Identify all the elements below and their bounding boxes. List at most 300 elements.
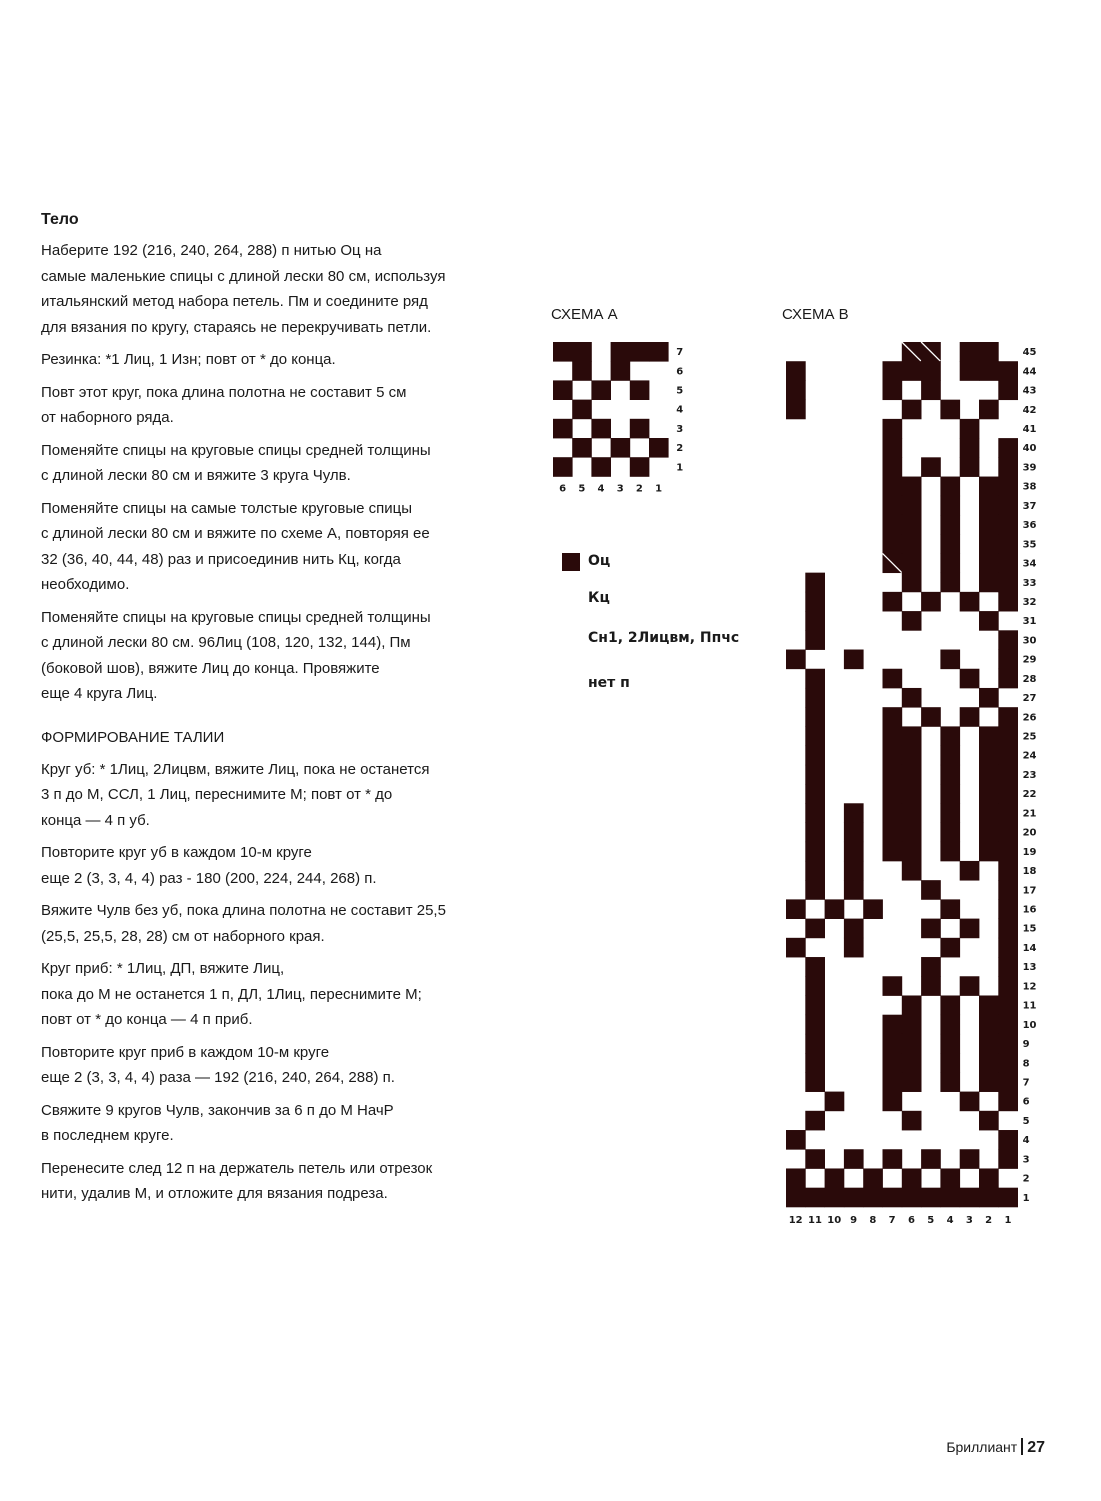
chart-b-cell-filled — [902, 765, 922, 785]
chart-b-cell-filled — [805, 1072, 825, 1092]
chart-b-cell-filled — [883, 1015, 903, 1035]
chart-b-row-label: 22 — [1022, 789, 1037, 801]
chart-b-row-label: 2 — [1022, 1173, 1030, 1185]
text-line: в последнем круге. — [41, 1127, 174, 1144]
legend-label-oc: Оц — [588, 553, 611, 569]
chart-b-cell-filled — [902, 1015, 922, 1035]
chart-b-cell-filled — [883, 361, 903, 381]
chart-b-row-label: 27 — [1022, 693, 1037, 705]
chart-a-col-label: 5 — [578, 483, 586, 495]
text-line: Повторите круг уб в каждом 10-м круге — [41, 844, 312, 861]
chart-b-cell-filled — [998, 861, 1018, 881]
chart-b-cell-filled — [940, 573, 960, 593]
chart-b-cell-filled — [883, 457, 903, 477]
chart-b-cell-filled — [979, 823, 999, 843]
chart-b-cell-filled — [786, 400, 806, 420]
chart-b-cell-filled — [805, 842, 825, 862]
chart-b-cell-filled — [921, 457, 941, 477]
chart-b-row-label: 3 — [1022, 1154, 1030, 1166]
chart-b-cell-filled — [940, 1015, 960, 1035]
chart-b-cell-filled — [979, 400, 999, 420]
chart-b-cell-filled — [883, 746, 903, 766]
chart-b-cell-filled — [940, 823, 960, 843]
legend-swatch-oc — [562, 553, 580, 571]
chart-b-cell-filled — [998, 899, 1018, 919]
chart-b-cell-filled — [998, 880, 1018, 900]
text-line: Поменяйте спицы на круговые спицы средней толщины — [41, 441, 431, 459]
chart-b-cell-filled — [805, 726, 825, 746]
chart-b-cell-filled — [883, 803, 903, 823]
chart-b-row-label: 36 — [1022, 520, 1037, 532]
chart-b-cell-filled — [998, 1072, 1018, 1092]
chart-b-cell-filled — [921, 592, 941, 612]
chart-b-cell-filled — [805, 611, 825, 631]
chart-b-cell-filled — [921, 361, 941, 381]
text-line: для вязания по кругу, стараясь не перекручивать петли. — [41, 318, 432, 336]
chart-b-cell-filled — [805, 861, 825, 881]
chart-b-row-label: 38 — [1022, 481, 1037, 493]
chart-b-cell-filled — [979, 995, 999, 1015]
chart-b-cell-filled — [805, 1034, 825, 1054]
text-line: (боковой шов), вяжите Лиц до конца. Провяжите — [41, 659, 380, 677]
chart-a-row-label: 3 — [676, 423, 684, 435]
chart-b-col-label: 2 — [985, 1214, 993, 1226]
text-line: (25,5, 25,5, 28, 28) см от наборного края. — [41, 927, 325, 945]
chart-b-row-label: 9 — [1022, 1039, 1030, 1051]
chart-b-cell-filled — [940, 995, 960, 1015]
chart-b-cell-filled — [960, 457, 980, 477]
chart-b-row-label: 42 — [1022, 404, 1037, 416]
chart-b-cell-filled — [998, 919, 1018, 939]
chart-b-cell-filled — [960, 419, 980, 439]
chart-b-cell-filled — [902, 1072, 922, 1092]
chart-b-cell-filled — [998, 669, 1018, 689]
chart-b-cell-filled — [863, 1168, 883, 1188]
chart-b-cell-filled — [998, 1188, 1018, 1208]
chart-b-cell-filled — [902, 534, 922, 554]
chart-b-cell-filled — [844, 919, 864, 939]
chart-b-cell-filled — [998, 957, 1018, 977]
chart-b-cell-filled — [998, 1034, 1018, 1054]
chart-b-row-label: 7 — [1022, 1077, 1030, 1089]
chart-b-row-label: 8 — [1022, 1058, 1030, 1070]
chart-b-cell-filled — [902, 1034, 922, 1054]
chart-b-cell-filled — [786, 1130, 806, 1150]
chart-b-cell-filled — [979, 803, 999, 823]
chart-b-cell-filled — [940, 746, 960, 766]
chart-b-cell-filled — [979, 534, 999, 554]
legend-label-kc: Кц — [588, 590, 610, 606]
chart-b-cell-filled — [979, 746, 999, 766]
chart-b-cell-filled — [940, 765, 960, 785]
chart-b-row-label: 10 — [1022, 1019, 1037, 1031]
chart-b-cell-filled — [786, 1168, 806, 1188]
text-line: еще 2 (3, 3, 4, 4) раза — 192 (216, 240, 264, 288) п. — [41, 1069, 395, 1086]
chart-b-cell-filled — [883, 669, 903, 689]
chart-b-cell-filled — [786, 361, 806, 381]
chart-b-row-label: 43 — [1022, 385, 1037, 397]
chart-b-cell-filled — [960, 592, 980, 612]
text-line: Круг уб: * 1Лиц, 2Лицвм, вяжите Лиц, пока не останется — [41, 760, 430, 778]
text-line: с длиной лески 80 см. 96Лиц (108, 120, 132, 144), Пм — [41, 634, 411, 651]
chart-b-cell-filled — [940, 515, 960, 535]
chart-b-cell-filled — [902, 573, 922, 593]
chart-b-cell-filled — [998, 650, 1018, 670]
chart-a-col-label: 2 — [635, 483, 643, 495]
chart-b-cell-filled — [902, 496, 922, 516]
chart-a-col-label: 3 — [616, 483, 624, 495]
chart-b-cell-filled — [902, 784, 922, 804]
chart-b-cell-filled — [902, 611, 922, 631]
chart-b-cell-filled — [883, 477, 903, 497]
chart-b-cell-filled — [998, 515, 1018, 535]
chart-b-row-label: 14 — [1022, 942, 1037, 954]
chart-b-cell-filled — [805, 957, 825, 977]
chart-a-title: СХЕМА А — [551, 306, 618, 323]
chart-b-col-label: 3 — [965, 1214, 973, 1226]
chart-b-cell-filled — [921, 957, 941, 977]
chart-b-cell-filled — [844, 1149, 864, 1169]
chart-b-cell-filled — [786, 380, 806, 400]
chart-b-cell-filled — [902, 823, 922, 843]
chart-b-cell-filled — [979, 361, 999, 381]
chart-b-cell-filled — [786, 650, 806, 670]
chart-b-cell-filled — [883, 1072, 903, 1092]
chart-b-cell-filled — [786, 1188, 806, 1208]
chart-b-col-label: 12 — [788, 1214, 803, 1226]
chart-b-row-label: 17 — [1022, 885, 1037, 897]
chart-b-cell-filled — [940, 553, 960, 573]
chart-b-col-label: 1 — [1004, 1214, 1012, 1226]
chart-b-col-label: 11 — [807, 1214, 822, 1226]
chart-b-cell-filled — [805, 919, 825, 939]
page-footer — [946, 1438, 1045, 1457]
chart-b-cell-filled — [883, 726, 903, 746]
chart-b-cell-filled — [940, 803, 960, 823]
chart-b-cell-filled — [863, 899, 883, 919]
chart-b-row-label: 11 — [1022, 1000, 1037, 1012]
chart-b-row-label: 6 — [1022, 1096, 1030, 1108]
text-line: 32 (36, 40, 44, 48) раз и присоединив нить Кц, когда — [41, 550, 401, 568]
chart-b-cell-filled — [960, 361, 980, 381]
text-line: Повторите круг приб в каждом 10-м круге — [41, 1043, 330, 1061]
chart-b-row-label: 34 — [1022, 558, 1037, 570]
chart-b-col-label: 5 — [927, 1214, 935, 1226]
chart-b-cell-filled — [998, 976, 1018, 996]
text-line: необходимо. — [41, 576, 130, 593]
chart-b-row-label: 12 — [1022, 981, 1037, 993]
chart-b-cell-filled — [940, 1034, 960, 1054]
chart-b-cell-filled — [902, 803, 922, 823]
chart-b-cell-filled — [940, 842, 960, 862]
chart-b-cell-filled — [805, 784, 825, 804]
chart-b-cell-filled — [998, 380, 1018, 400]
chart-b-cell-filled — [979, 842, 999, 862]
chart-b-cell-filled — [998, 592, 1018, 612]
chart-b-cell-filled — [940, 784, 960, 804]
chart-b-cell-filled — [805, 976, 825, 996]
chart-b-cell-filled — [883, 1149, 903, 1169]
chart-b-cell-filled — [883, 1034, 903, 1054]
chart-b-cell-filled — [902, 1053, 922, 1073]
chart-b-row-label: 32 — [1022, 596, 1037, 608]
chart-b-col-label: 9 — [850, 1214, 858, 1226]
chart-b-cell-filled — [883, 438, 903, 458]
chart-b-cell-filled — [998, 477, 1018, 497]
text-line: с длиной лески 80 см и вяжите 3 круга Чулв. — [41, 467, 351, 484]
chart-b-cell-filled — [921, 976, 941, 996]
text-line: с длиной лески 80 см и вяжите по схеме А, повторяя ее — [41, 525, 430, 542]
chart-b-cell-filled — [902, 995, 922, 1015]
chart-b-cell-filled — [805, 707, 825, 727]
chart-b-cell-filled — [883, 976, 903, 996]
chart-b-col-label: 6 — [907, 1214, 915, 1226]
section-heading-body: Тело — [41, 211, 79, 228]
text-line: итальянский метод набора петель. Пм и соедините ряд — [41, 293, 428, 310]
chart-b-cell-filled — [979, 1034, 999, 1054]
chart-b-cell-filled — [979, 1053, 999, 1073]
chart-b-cell-filled — [940, 1072, 960, 1092]
chart-b-cell-filled — [902, 861, 922, 881]
chart-b-cell-filled — [883, 707, 903, 727]
chart-a-row-label: 7 — [676, 347, 684, 359]
chart-a-col-label: 4 — [597, 483, 605, 495]
chart-b-row-label: 21 — [1022, 808, 1037, 820]
chart-b-cell-filled — [979, 1015, 999, 1035]
chart-b-cell-filled — [805, 688, 825, 708]
chart-b-cell-filled — [805, 803, 825, 823]
chart-b-cell-filled — [844, 823, 864, 843]
chart-b-col-label: 8 — [869, 1214, 877, 1226]
chart-a-row-label: 6 — [676, 366, 684, 378]
chart-b-cell-filled — [844, 650, 864, 670]
chart-b-cell-filled — [825, 1092, 845, 1112]
text-line: конца — 4 п уб. — [41, 811, 150, 829]
chart-b-cell-filled — [998, 1149, 1018, 1169]
chart-b-cell-filled — [940, 899, 960, 919]
chart-b-cell-filled — [960, 919, 980, 939]
chart-b-cell-filled — [902, 1111, 922, 1131]
chart-b-cell-filled — [998, 995, 1018, 1015]
chart-b-cell-filled — [979, 688, 999, 708]
chart-b-cell-filled — [998, 803, 1018, 823]
legend-label-no-stitch: нет п — [588, 675, 630, 691]
chart-b-cell-filled — [805, 880, 825, 900]
chart-b-cell-filled — [805, 669, 825, 689]
chart-b-cell-filled — [998, 746, 1018, 766]
chart-b-cell-filled — [998, 1015, 1018, 1035]
chart-b-cell-filled — [883, 419, 903, 439]
chart-b-row-label: 35 — [1022, 539, 1037, 551]
text-line: еще 2 (3, 3, 4, 4) раз - 180 (200, 224, 244, 268) п. — [41, 869, 377, 887]
chart-b-cell-filled — [805, 1111, 825, 1131]
chart-b-cell-filled — [998, 765, 1018, 785]
text-line: Свяжите 9 кругов Чулв, закончив за 6 п до М НачР — [41, 1101, 394, 1119]
chart-b-cell-filled — [805, 1015, 825, 1035]
chart-b-row-label: 29 — [1022, 654, 1037, 666]
chart-b-cell-filled — [960, 861, 980, 881]
chart-b-cell-filled — [979, 1168, 999, 1188]
text-line: Повт этот круг, пока длина полотна не составит 5 см — [41, 383, 407, 401]
chart-b-cell-filled — [902, 1168, 922, 1188]
chart-b-row-label: 16 — [1022, 904, 1037, 916]
chart-b-cell-filled — [921, 919, 941, 939]
chart-b-cell-filled — [921, 707, 941, 727]
chart-b-row-label: 25 — [1022, 731, 1037, 743]
chart-b-cell-filled — [998, 457, 1018, 477]
chart-b-row-label: 4 — [1022, 1135, 1030, 1147]
chart-b-cell-filled — [805, 573, 825, 593]
chart-b-cell-filled — [979, 1188, 999, 1208]
text-line: Вяжите Чулв без уб, пока длина полотна не составит 25,5 — [41, 902, 446, 919]
chart-b-cell-filled — [960, 1188, 980, 1208]
chart-b-cell-filled — [998, 842, 1018, 862]
footer-separator — [1021, 1438, 1023, 1455]
chart-b-cell-filled — [940, 1168, 960, 1188]
chart-b-cell-filled — [940, 1188, 960, 1208]
chart-b-cell-filled — [902, 477, 922, 497]
text-line: Резинка: *1 Лиц, 1 Изн; повт от * до конца. — [41, 351, 336, 368]
chart-b-row-label: 41 — [1022, 423, 1037, 435]
chart-b-row-label: 37 — [1022, 500, 1037, 512]
chart-b-row-label: 33 — [1022, 577, 1037, 589]
page-number: 27 — [1027, 1439, 1045, 1456]
chart-b-cell-filled — [921, 380, 941, 400]
text-line: Круг приб: * 1Лиц, ДП, вяжите Лиц, — [41, 960, 285, 977]
text-line: нити, удалив М, и отложите для вязания подреза. — [41, 1185, 388, 1202]
chart-b-cell-filled — [921, 1149, 941, 1169]
chart-b-cell-filled — [979, 611, 999, 631]
legend-label-decrease: Сн1, 2Лицвм, Ппчс — [588, 630, 740, 646]
chart-b-cell-filled — [883, 1188, 903, 1208]
chart-b-cell-filled — [998, 707, 1018, 727]
chart-b-cell-filled — [998, 1092, 1018, 1112]
chart-b-cell-filled — [805, 765, 825, 785]
chart-b-row-label: 30 — [1022, 635, 1037, 647]
chart-b-cell-filled — [998, 938, 1018, 958]
chart-a-row-label: 5 — [676, 385, 684, 397]
chart-b-cell-filled — [844, 1188, 864, 1208]
chart-b-cell-filled — [786, 938, 806, 958]
chart-b-row-label: 26 — [1022, 712, 1037, 724]
chart-b-cell-filled — [960, 438, 980, 458]
chart-b-cell-filled — [998, 1053, 1018, 1073]
chart-b-cell-filled — [883, 592, 903, 612]
chart-b-cell-filled — [940, 534, 960, 554]
chart-b-cell-filled — [902, 842, 922, 862]
text-line: самые маленькие спицы с длиной лески 80 см, используя — [41, 267, 446, 285]
chart-b-cell-filled — [883, 842, 903, 862]
chart-b-cell-filled — [979, 784, 999, 804]
chart-b-cell-filled — [998, 1130, 1018, 1150]
chart-b-cell-filled — [883, 1092, 903, 1112]
chart-b-cell-filled — [863, 1188, 883, 1208]
chart-b-cell-filled — [805, 995, 825, 1015]
chart-b-cell-filled — [805, 630, 825, 650]
chart-b-col-label: 7 — [888, 1214, 896, 1226]
chart-b-cell-filled — [979, 573, 999, 593]
text-line: Поменяйте спицы на самые толстые круговые спицы — [41, 499, 413, 517]
chart-a-col-label: 1 — [655, 483, 663, 495]
chart-b-row-label: 24 — [1022, 750, 1037, 762]
chart-b-cell-filled — [960, 976, 980, 996]
chart-b-cell-filled — [825, 899, 845, 919]
magazine-name: Бриллиант — [946, 1439, 1018, 1455]
chart-b-cell-filled — [825, 1168, 845, 1188]
chart-b-cell-filled — [883, 1053, 903, 1073]
chart-a-row-label: 4 — [676, 404, 684, 416]
chart-b-cell-filled — [902, 400, 922, 420]
chart-b-cell-filled — [844, 880, 864, 900]
text-line: еще 4 круга Лиц. — [41, 685, 158, 702]
chart-b-cell-filled — [805, 823, 825, 843]
chart-b-cell-filled — [825, 1188, 845, 1208]
chart-b-cell-filled — [902, 726, 922, 746]
chart-b-row-label: 5 — [1022, 1115, 1030, 1127]
chart-b-cell-filled — [940, 477, 960, 497]
chart-b-cell-filled — [902, 515, 922, 535]
chart-b-row-label: 19 — [1022, 846, 1037, 858]
chart-b-cell-filled — [979, 1111, 999, 1131]
text-line: Наберите 192 (216, 240, 264, 288) п нитью Оц на — [41, 242, 382, 259]
chart-b-cell-filled — [902, 1188, 922, 1208]
chart-b-cell-filled — [902, 553, 922, 573]
text-line: повт от * до конца — 4 п приб. — [41, 1011, 253, 1028]
chart-b-cell-filled — [805, 1053, 825, 1073]
chart-b-cell-filled — [979, 477, 999, 497]
chart-b-cell-filled — [979, 515, 999, 535]
chart-b-cell-filled — [998, 630, 1018, 650]
text-line: Перенесите след 12 п на держатель петель или отрезок — [41, 1159, 433, 1177]
chart-b-cell-filled — [960, 342, 980, 362]
chart-a-row-label: 2 — [676, 443, 684, 455]
chart-b-row-label: 20 — [1022, 827, 1037, 839]
chart-b-cell-filled — [998, 534, 1018, 554]
chart-b-cell-filled — [960, 707, 980, 727]
chart-b-cell-filled — [844, 861, 864, 881]
chart-b-cell-filled — [902, 688, 922, 708]
chart-b-cell-filled — [940, 650, 960, 670]
chart-b-cell-filled — [960, 1149, 980, 1169]
chart-b-row-label: 40 — [1022, 443, 1037, 455]
chart-b-cell-filled — [883, 765, 903, 785]
text-line: пока до М не останется 1 п, ДЛ, 1Лиц, переснимите М; — [41, 985, 422, 1003]
chart-b-cell-filled — [805, 592, 825, 612]
chart-b-row-label: 45 — [1022, 347, 1037, 359]
chart-b-cell-filled — [883, 496, 903, 516]
chart-b-cell-filled — [998, 553, 1018, 573]
chart-b-cell-filled — [979, 342, 999, 362]
chart-b-cell-filled — [998, 438, 1018, 458]
chart-b-cell-filled — [940, 938, 960, 958]
chart-b-cell-filled — [979, 553, 999, 573]
chart-b-row-label: 28 — [1022, 673, 1037, 685]
chart-b-col-label: 10 — [827, 1214, 842, 1226]
chart-b-cell-filled — [883, 534, 903, 554]
chart-b-cell-filled — [805, 746, 825, 766]
chart-b-cell-filled — [960, 669, 980, 689]
chart-b-cell-filled — [998, 823, 1018, 843]
chart-b-cell-filled — [844, 938, 864, 958]
chart-b-cell-filled — [940, 496, 960, 516]
chart-b-cell-filled — [902, 746, 922, 766]
chart-b-cell-filled — [979, 765, 999, 785]
chart-b-cell-filled — [979, 496, 999, 516]
text-line: от наборного ряда. — [41, 409, 174, 426]
chart-b-cell-filled — [979, 1072, 999, 1092]
chart-b-cell-filled — [998, 784, 1018, 804]
chart-b-row-label: 1 — [1022, 1192, 1030, 1204]
